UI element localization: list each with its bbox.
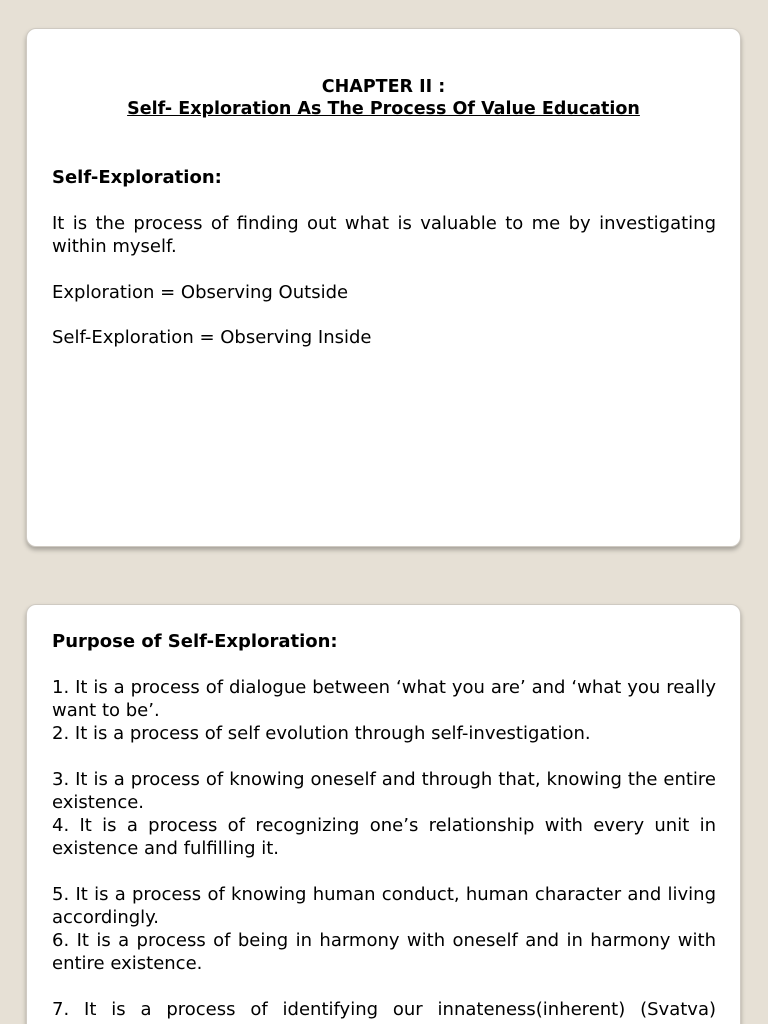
list-item: 5. It is a process of knowing human conduct, human character and living accordingly. [52, 884, 716, 928]
list-item: 6. It is a process of being in harmony with oneself and in harmony with entire existence. [52, 930, 716, 974]
list-item: 2. It is a process of self evolution through self-investigation. [52, 723, 591, 744]
exploration-equation: Exploration = Observing Outside [52, 282, 349, 303]
list-item: 3. It is a process of knowing oneself and through that, knowing the entire existence. [52, 769, 716, 813]
chapter-title [27, 76, 740, 120]
purpose-list [52, 676, 716, 1021]
self-exploration-equation: Self-Exploration = Observing Inside [52, 327, 372, 348]
self-exploration-heading: Self-Exploration: [52, 167, 222, 188]
slide-2 [26, 604, 741, 1024]
purpose-heading: Purpose of Self-Exploration: [52, 631, 338, 652]
list-item: 4. It is a process of recognizing one’s relationship with every unit in existence and fulfilling it. [52, 815, 716, 859]
chapter-subtitle: Self- Exploration As The Process Of Value Education [127, 99, 640, 119]
list-item: 7. It is a process of identifying our innateness(inherent) (Svatva) [52, 999, 716, 1020]
self-exploration-definition: It is the process of finding out what is valuable to me by investigating within myself. [52, 213, 716, 257]
list-item: 1. It is a process of dialogue between ‘what you are’ and ‘what you really want to be’. [52, 677, 716, 721]
chapter-label: CHAPTER II : [321, 77, 446, 97]
slide-1 [26, 28, 741, 547]
